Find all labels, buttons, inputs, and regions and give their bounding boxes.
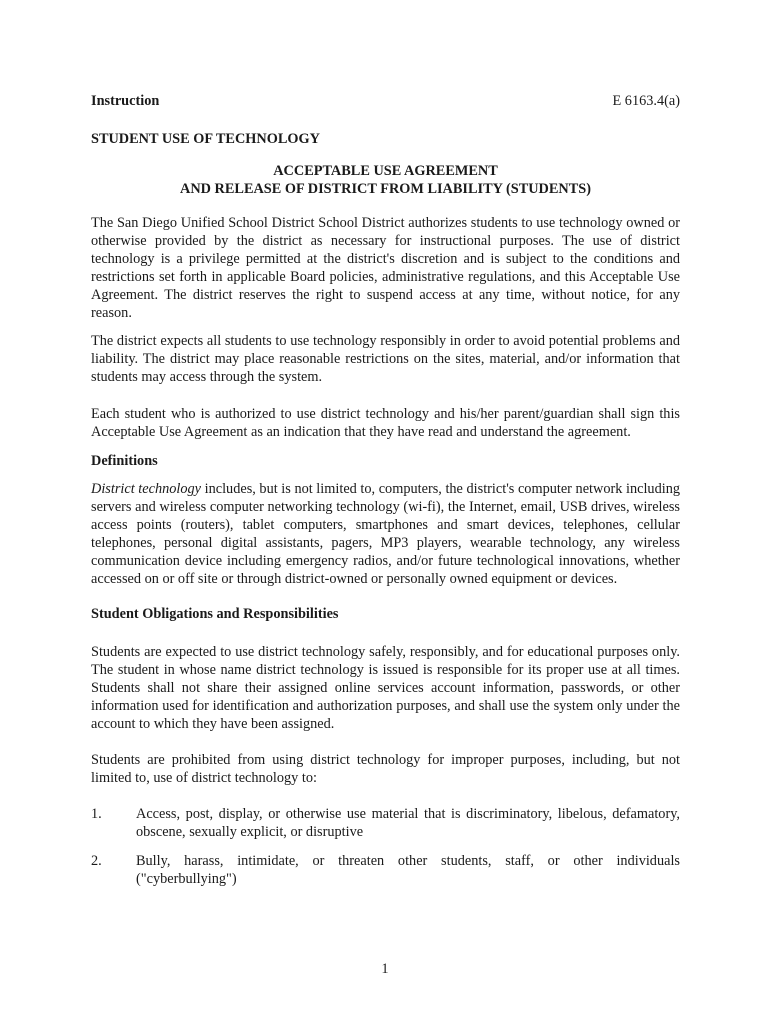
list-item: [91, 805, 680, 841]
list-item: [91, 852, 680, 888]
document-title: STUDENT USE OF TECHNOLOGY: [91, 131, 320, 147]
page-number: 1: [381, 961, 389, 977]
agreement-title: [91, 162, 680, 198]
prohibitions-paragraph: Students are prohibited from using district technology for improper purposes, including, but not limited to, use of district technology to:: [91, 752, 680, 786]
definitions-paragraph: [91, 480, 680, 588]
obligations-heading: Student Obligations and Responsibilities: [91, 606, 339, 622]
list-item-text: Access, post, display, or otherwise use material that is discriminatory, libelous, defamatory, obscene, sexually explicit, or disruptive: [136, 806, 680, 840]
agreement-title-line-2: AND RELEASE OF DISTRICT FROM LIABILITY (STUDENTS): [180, 181, 591, 197]
signing-paragraph: Each student who is authorized to use district technology and his/her parent/guardian shall sign this Acceptable Use Agreement as an indication that they have read and understand the agreement.: [91, 406, 680, 440]
list-item-number: 2.: [91, 853, 102, 869]
document-page: [91, 92, 680, 888]
expectations-paragraph: The district expects all students to use technology responsibly in order to avoid potential problems and liability. The district may place reasonable restrictions on the sites, material, and/or information that students may access through the system.: [91, 333, 680, 385]
definitions-heading: Definitions: [91, 453, 158, 469]
intro-paragraph: The San Diego Unified School District School District authorizes students to use technology owned or otherwise provided by the district as necessary for instructional purposes. The use of district technology is a privilege permitted at the district's discretion and is subject to the conditions and restrictions set forth in applicable Board policies, administrative regulations, and this Acceptable Use Agreement. The district reserves the right to suspend access at any time, without notice, for any reason.: [91, 215, 680, 321]
obligations-paragraph: Students are expected to use district technology safely, responsibly, and for educational purposes only. The student in whose name district technology is issued is responsible for its proper use at all times. Students shall not share their assigned online services account information, passwords, or other information used for identification and authorization purposes, and shall use the system only under the account to which they have been assigned.: [91, 644, 680, 732]
document-header: [91, 92, 680, 112]
list-item-text: Bully, harass, intimidate, or threaten other students, staff, or other individuals ("cyberbullying"): [136, 853, 680, 887]
section-label: Instruction: [91, 93, 160, 109]
agreement-title-line-1: ACCEPTABLE USE AGREEMENT: [273, 163, 498, 179]
list-item-number: 1.: [91, 806, 102, 822]
definition-text: includes, but is not limited to, computers, the district's computer network including servers and wireless computer networking technology (wi-fi), the Internet, email, USB drives, wireless access points (routers), tablet computers, smartphones and smart devices, telephones, cellular telephones, personal digital assistants, pagers, MP3 players, wearable technology, any wireless communication device including emergency radios, and/or future technological innovations, whether accessed on or off site or through district-owned or personally owned equipment or devices.: [91, 481, 680, 587]
prohibited-uses-list: [91, 805, 680, 888]
document-code: E 6163.4(a): [612, 93, 680, 109]
definition-term: District technology: [91, 481, 202, 497]
